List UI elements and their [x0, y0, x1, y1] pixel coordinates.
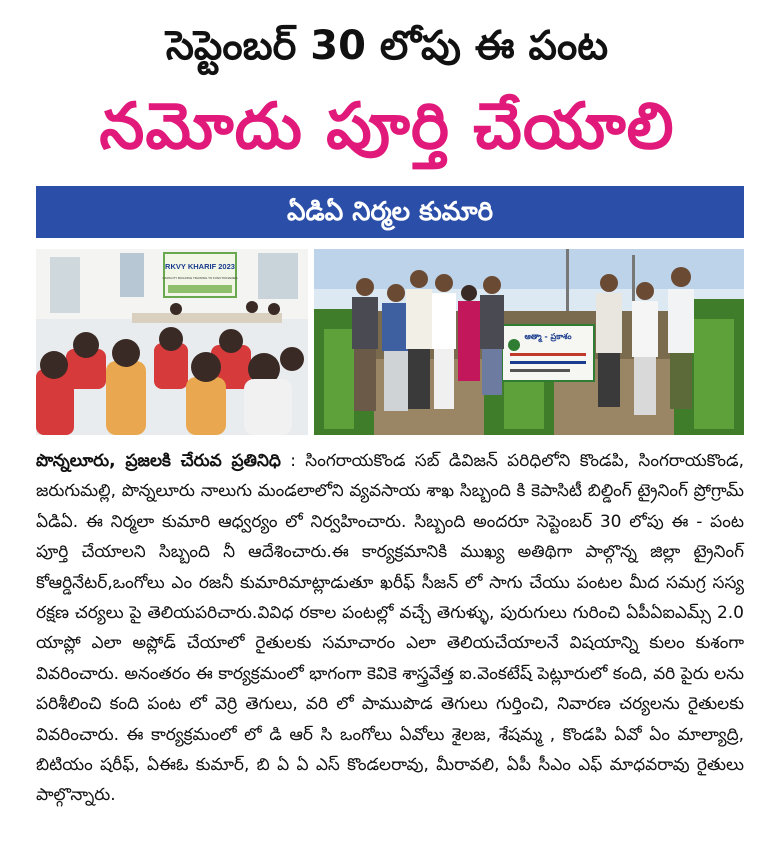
hall-banner-subtitle: CAPACITY BUILDING TRAINING TO FUNCTIONARIES	[162, 276, 238, 280]
hall-banner-title: RKVY KHARIF 2023	[165, 262, 235, 271]
field-visit-photo	[314, 249, 744, 435]
training-hall-image	[36, 249, 308, 435]
article-dateline: పొన్నలూరు, ప్రజలకి చేరువ ప్రతినిధి	[36, 451, 281, 471]
field-banner-title: ఆత్మా - ప్రకాశం	[524, 332, 572, 341]
byline-bar	[36, 186, 744, 238]
clipped-previous-line	[0, 0, 774, 10]
training-hall-photo	[36, 249, 308, 435]
field-visit-image	[314, 249, 744, 435]
main-headline: నమోదు పూర్తి చేయాలి	[99, 90, 675, 164]
byline-text: ఏడిఏ నిర్మల కుమారి	[286, 197, 494, 227]
article-body	[36, 446, 744, 811]
article-paragraph	[36, 446, 744, 811]
article-text: : సింగరాయకొండ సబ్ డివిజన్ పరిధిలోని కొండపి, సింగరాయకొండ, జరుగుమల్లి, పొన్నలూరు నాలుగు మండలాలోని వ్యవసాయ శాఖ సిబ్బంది కి కెపాసిటీ బిల్డింగ్ ట్రైనింగ్ ప్రోగ్రామ్ ఏడిఏ. ఈ నిర్మలా కుమారి ఆధ్వర్యం లో నిర్వహించారు. సిబ్బంది అందరూ సెప్టెంబర్ 30 లోపు ఈ - పంట పూర్తి చేయాలని సిబ్బంది నీ ఆదేశించారు.ఈ కార్యక్రమానికి ముఖ్య అతిథిగా పాల్గొన్న జిల్లా ట్రైనింగ్ కోఆర్డినేటర్,ఒంగోలు ఎం రజనీ కుమారిమాట్లాడుతూ ఖరీఫ్ సీజన్ లో సాగు చేయు పంటల మీద సమగ్ర సస్య రక్షణ చర్యలు పై తెలియపరిచారు.వివిధ రకాల పంటల్లో వచ్చే తెగుళ్ళు, పురుగులు గురించి ఏపీఏఐఎమ్స్ 2.0 యాప్లో ఎలా అప్లోడ్ చేయాలో రైతులకు సమాచారం ఎలా తెలియచేయాలనే విషయాన్ని కులం కుశంగా వివరించారు. అనంతరం ఈ కార్యక్రమంలో భాగంగా కెవికె శాస్త్రవేత్త ఐ.వెంకటేష్ పెట్లూరులో కంది, వరి పైరు లను పరిశీలించి కంది పంట లో వెర్రి తెగులు, వరి లో పాముపొడ తెగులు గుర్తించి, నివారణ చర్యలను రైతులకు వివరించారు. ఈ కార్యక్రమంలో లో డి ఆర్ సి ఒంగోలు ఏవోలు శైలజ, శేషమ్మ , కొండపి ఏవో ఏం మాల్యాద్రి, బిటియం షరీఫ్, ఏఈఓ కుమార్, బి ఏ ఏ ఎస్ కొండలరావు, మీరావలి, ఏపీ సీఎం ఎఫ్ మాధవరావు రైతులు పాల్గొన్నారు.	[36, 451, 745, 806]
kicker-heading: సెప్టెంబర్ 30 లోపు ఈ పంట	[165, 23, 609, 69]
